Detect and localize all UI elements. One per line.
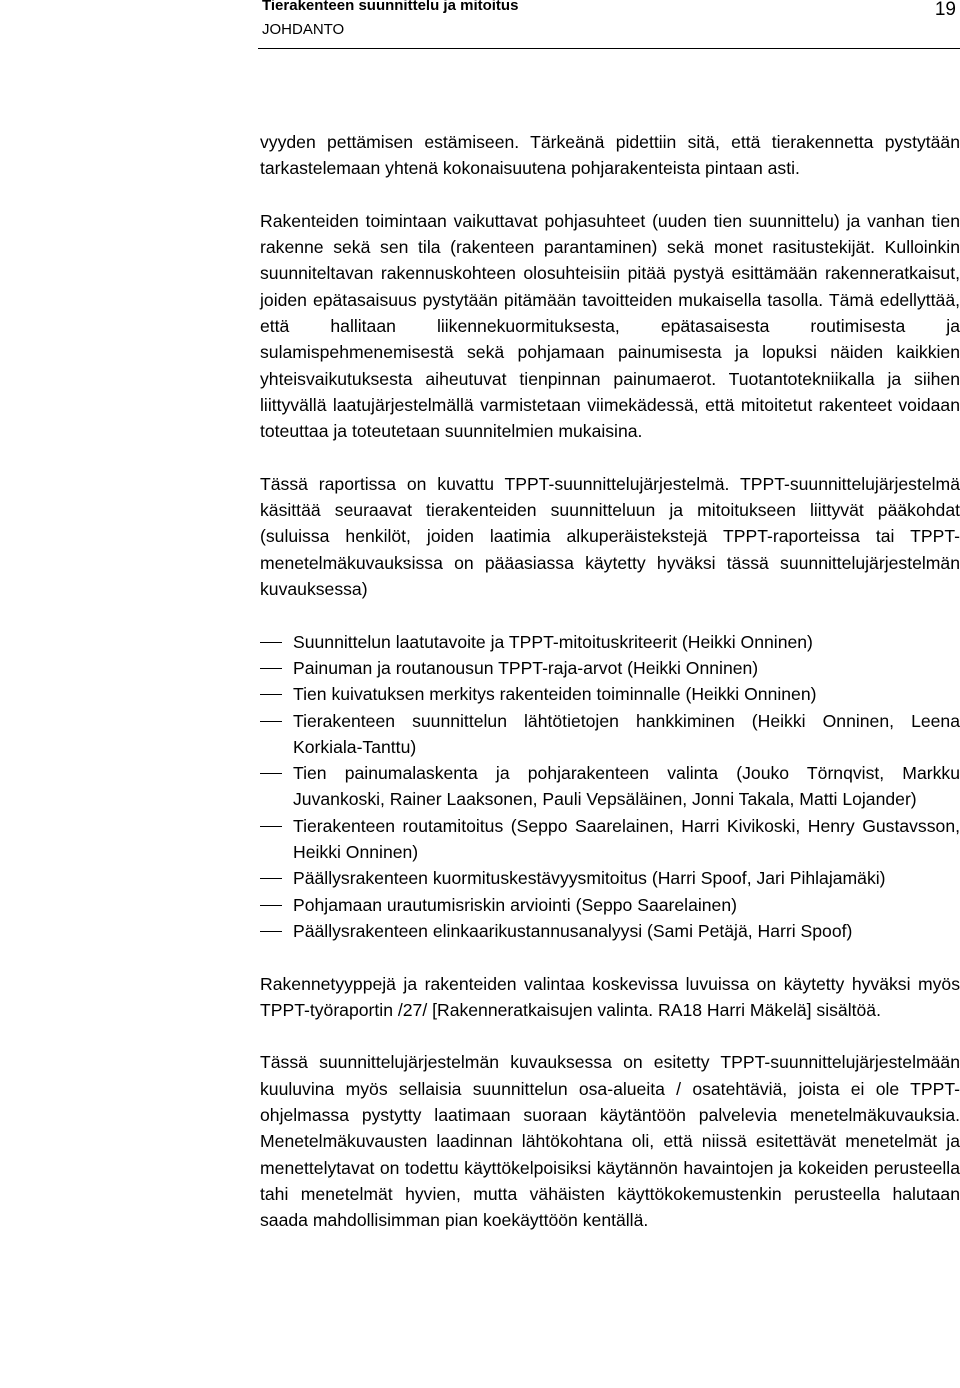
list-item bbox=[260, 708, 960, 761]
paragraph: vyyden pettämisen estämiseen. Tärkeänä pidettiin sitä, että tierakennetta pystytään tarkastelemaan yhtenä kokonaisuutena pohjarakenteista pintaan asti. bbox=[260, 132, 960, 179]
paragraph: Rakennetyyppejä ja rakenteiden valintaa koskevissa luvuissa on käytetty hyväksi myös TPPT-työraportin /27/ [Rakenneratkaisujen valinta. RA18 Harri Mäkelä] sisältöä. bbox=[260, 973, 960, 1020]
list-item bbox=[260, 681, 960, 707]
dash-bullet bbox=[260, 826, 282, 827]
dash-bullet bbox=[260, 668, 282, 669]
list-item bbox=[260, 865, 960, 891]
section-name: JOHDANTO bbox=[262, 21, 345, 38]
list-item bbox=[260, 892, 960, 918]
list-item bbox=[260, 655, 960, 681]
dash-bullet bbox=[260, 931, 282, 932]
page-number: 19 bbox=[934, 0, 956, 20]
list-item-text: Päällysrakenteen elinkaarikustannusanalyysi (Sami Petäjä, Harri Spoof) bbox=[293, 920, 853, 941]
list-item-text: Painuman ja routanousun TPPT-raja-arvot (Heikki Onninen) bbox=[293, 657, 759, 678]
list-item bbox=[260, 760, 960, 813]
paragraph: Rakenteiden toimintaan vaikuttavat pohjasuhteet (uuden tien suunnittelu) ja vanhan tien rakenne sekä sen tila (rakenteen parantaminen) sekä monet rasitustekijät. Kulloinkin suunniteltavan rakennuskohteen olosuhteisiin pitää pystyä esittämään rakenneratkaisut, joiden epätasaisuus pystytään pitämään tavoitteiden mukaisella tasolla. Tämä edellyttää, että hallitaan liikennekuormituksesta, epätasaisesta routimisesta ja sulamispehmenemisestä sekä pohjamaan painumisesta ja lopuksi näiden kaikkien yhteisvaikutuksesta aiheutuvat tienpinnan painumaerot. Tuotantotekniikalla ja siihen liittyvällä laatujärjestelmällä varmistetaan viimekädessä, että mitoitetut rakenteet voidaan toteuttaa ja toteutetaan suunnitelmien mukaisina. bbox=[260, 210, 960, 442]
list-item-text: Tien kuivatuksen merkitys rakenteiden toiminnalle (Heikki Onninen) bbox=[293, 684, 817, 705]
paragraph: Tässä suunnittelujärjestelmän kuvauksessa on esitetty TPPT-suunnittelujärjestelmään kuuluvina myös sellaisia suunnittelun osa-alueita / osatehtäviä, joista ei ole TPPT-ohjelmassa pystytty laatimaan suoraan käytäntöön palvelevia menetelmäkuvauksia. Menetelmäkuvausten laadinnan lähtökohtana oli, että niissä esitettävät menetelmät ja menettelytavat on todettu käyttökelpoisiksi käytännön havaintojen ja kokeiden perusteella tahi menetelmät hyvien, mutta vähäisten käyttökokemustenkin perusteella halutaan saada mahdollisimman pian koekäyttöön kentällä. bbox=[260, 1052, 960, 1231]
list-item bbox=[260, 813, 960, 866]
list-item-text: Suunnittelun laatutavoite ja TPPT-mitoituskriteerit (Heikki Onninen) bbox=[293, 631, 813, 652]
page-header bbox=[258, 0, 960, 49]
dash-bullet bbox=[260, 905, 282, 906]
list-item-text: Tien painumalaskenta ja pohjarakenteen valinta (Jouko Törnqvist, Markku Juvankoski, Rainer Laaksonen, Pauli Vepsäläinen, Jonni Takala, Matti Lojander) bbox=[293, 763, 960, 810]
list-item-text: Tierakenteen suunnittelun lähtötietojen hankkiminen (Heikki Onninen, Leena Korkiala-Tanttu) bbox=[293, 710, 960, 757]
list-item bbox=[260, 629, 960, 655]
dash-bullet bbox=[260, 721, 282, 722]
list-item bbox=[260, 918, 960, 944]
list-item-text: Tierakenteen routamitoitus (Seppo Saarelainen, Harri Kivikoski, Henry Gustavsson, Heikki Onninen) bbox=[293, 815, 960, 863]
dash-bullet bbox=[260, 773, 282, 774]
dash-bullet bbox=[260, 642, 282, 643]
page-body bbox=[260, 129, 960, 1260]
design-topics-list bbox=[260, 629, 960, 945]
list-item-text: Päällysrakenteen kuormituskestävyysmitoitus (Harri Spoof, Jari Pihlajamäki) bbox=[293, 868, 886, 889]
dash-bullet bbox=[260, 878, 282, 879]
dash-bullet bbox=[260, 694, 282, 695]
document-title: Tierakenteen suunnittelu ja mitoitus bbox=[262, 0, 519, 14]
list-item-text: Pohjamaan urautumisriskin arviointi (Seppo Saarelainen) bbox=[293, 894, 737, 915]
paragraph: Tässä raportissa on kuvattu TPPT-suunnittelujärjestelmä. TPPT-suunnittelujärjestelmä käsittää seuraavat tierakenteiden suunnitteluun ja mitoitukseen liittyvät pääkohdat (suluissa henkilöt, joiden laatimia alkuperäistekstejä TPPT-raporteissa tai TPPT-menetelmäkuvauksissa on pääasiassa käytetty hyväksi tässä suunnittelujärjestelmän kuvauksessa) bbox=[260, 473, 960, 600]
